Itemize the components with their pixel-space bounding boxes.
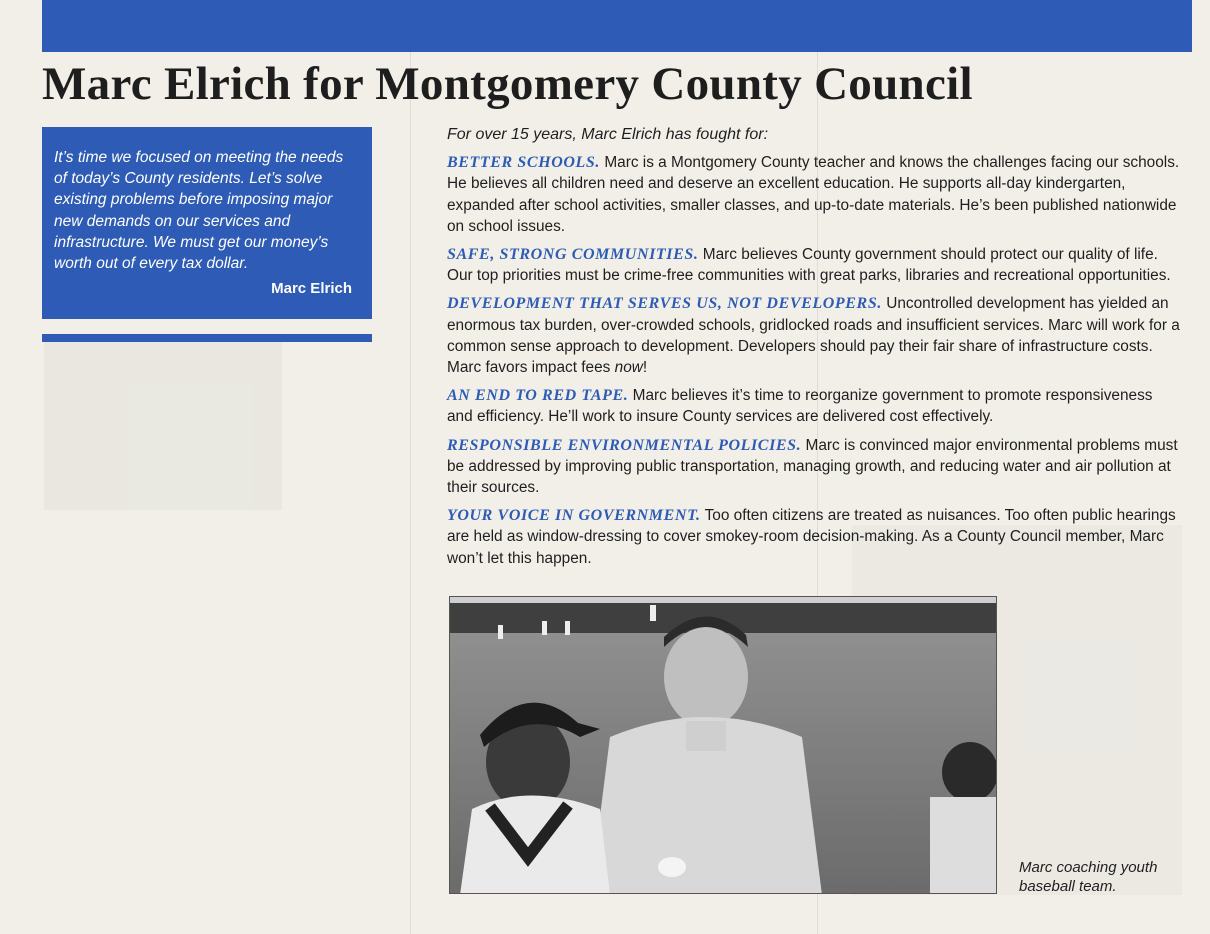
bleed-through-shading (44, 340, 282, 510)
platform-item-environment (447, 435, 1181, 499)
platform-body: Uncontrolled development has yielded an enormous tax burden, over-crowded schools, gridlocked roads and insufficient services. Marc will work for a common sense approach to development. Developers should pay their fair share of infrastructure costs. Marc favors impact fees (447, 295, 1180, 377)
platform-heading: DEVELOPMENT THAT SERVES US, NOT DEVELOPERS. (447, 295, 882, 313)
quote-box (42, 127, 372, 319)
platform-heading: AN END TO RED TAPE. (447, 387, 629, 405)
baseball (658, 857, 686, 877)
platform-item-schools (447, 152, 1181, 237)
platform-body: Marc is convinced major environmental problems must be addressed by improving public transportation, managing growth, and reducing water and air pollution at their sources. (447, 436, 1178, 497)
platform-body: Marc believes it’s time to reorganize government to promote responsiveness and efficiency. He’ll work to insure County services are delivered cost effectively. (447, 387, 1153, 426)
platform-heading: SAFE, STRONG COMMUNITIES. (447, 246, 699, 264)
top-color-band (42, 0, 1192, 52)
platform-item-development (447, 293, 1181, 378)
photo-illustration (450, 597, 997, 894)
platform-item-red-tape (447, 385, 1181, 427)
coaching-photo (449, 596, 997, 894)
platform-emphasis: now (614, 359, 643, 377)
platform-body: Marc is a Montgomery County teacher and knows the challenges facing our schools. He believes all children need and deserve an excellent education. He supports all-day kindergarten, expanded after school activities, smaller classes, and up-to-date materials. He’s been published nationwide on school issues. (447, 154, 1180, 235)
platform-body-tail: ! (642, 359, 648, 377)
platform-item-voice (447, 505, 1181, 569)
platform-item-communities (447, 244, 1181, 286)
quote-text: It’s time we focused on meeting the needs of today’s County residents. Let’s solve existing problems before imposing major new demands on our services and infrastructure. We must get our money’s worth out of every tax dollar. (54, 149, 344, 273)
platform-heading: RESPONSIBLE ENVIRONMENTAL POLICIES. (447, 436, 802, 454)
platform-heading: YOUR VOICE IN GOVERNMENT. (447, 507, 701, 525)
quote-underline-rule (42, 334, 372, 342)
page-title: Marc Elrich for Montgomery County Council (42, 58, 973, 110)
fold-line-left (410, 0, 411, 934)
quote-author: Marc Elrich (271, 280, 352, 298)
platform-body: Marc believes County government should protect our quality of life. Our top priorities must be crime-free communities with great parks, libraries and recreational opportunities. (447, 246, 1171, 285)
man-head (664, 627, 748, 727)
intro-line: For over 15 years, Marc Elrich has fought for: (447, 126, 769, 143)
platform-body: Too often citizens are treated as nuisances. Too often public hearings are held as window-dressing to cover smokey-room decision-making. As a County Council member, Marc won’t let this happen. (447, 507, 1176, 567)
platform-heading: BETTER SCHOOLS. (447, 154, 601, 172)
platform-section (447, 124, 1181, 576)
photo-caption: Marc coaching youth baseball team. (1019, 859, 1158, 895)
